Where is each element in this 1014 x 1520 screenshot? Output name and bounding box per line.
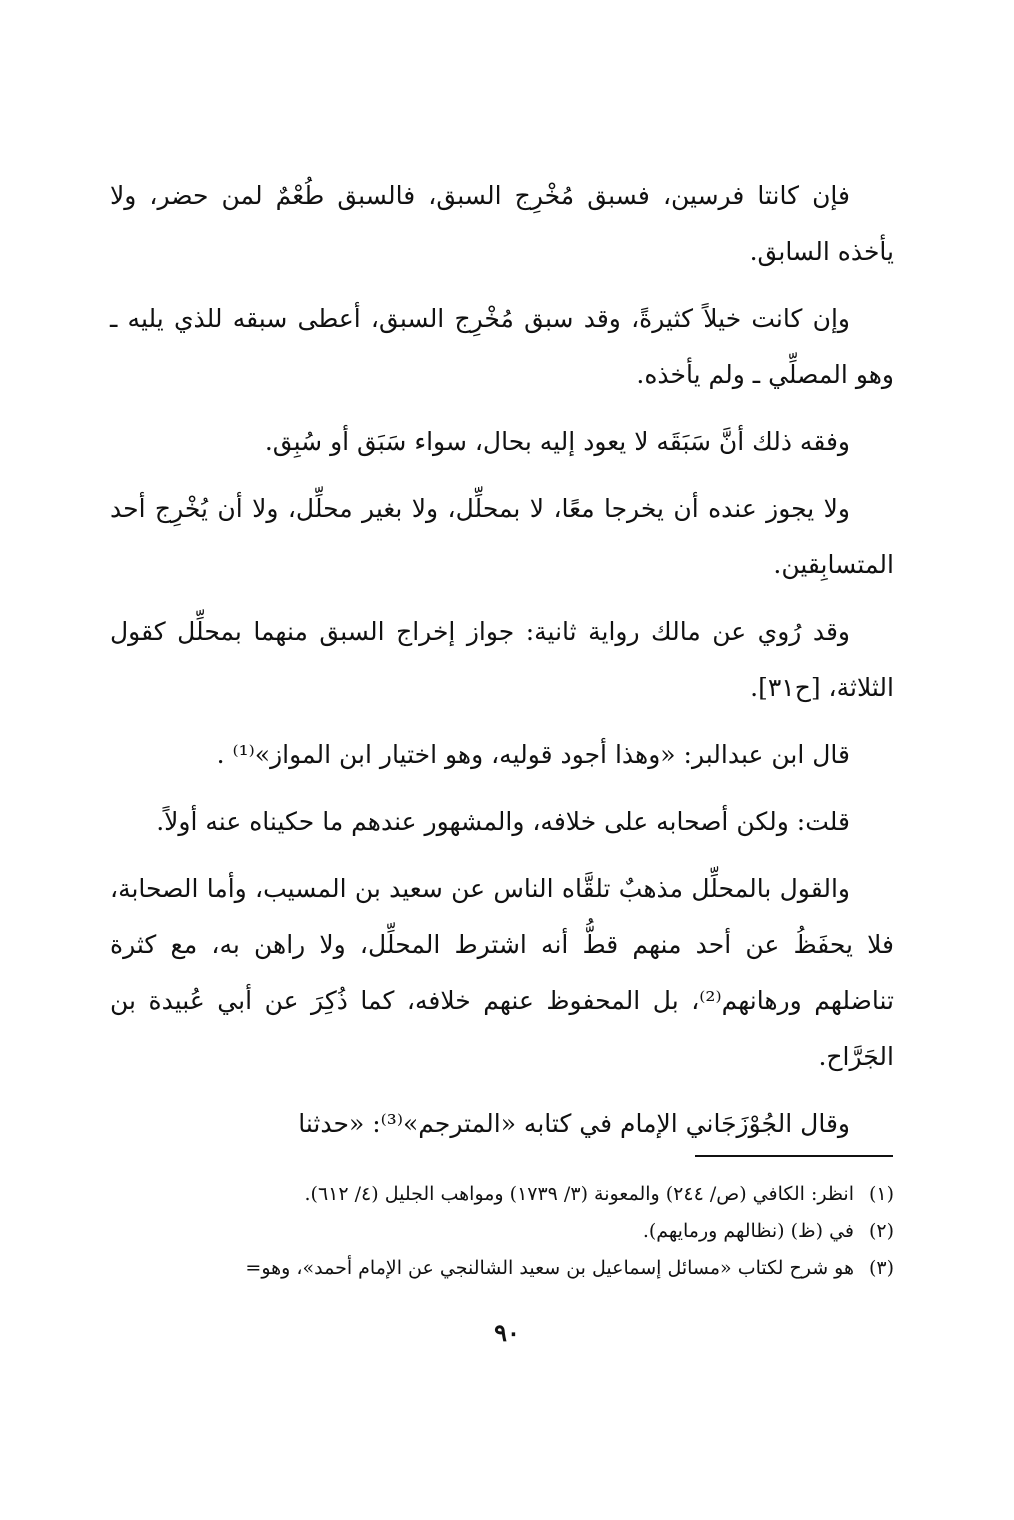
footnote-2 xyxy=(110,1213,894,1250)
footnote-number: (٢) xyxy=(868,1220,894,1242)
footnote-3 xyxy=(110,1250,894,1287)
paragraph-7: قلت: ولكن أصحابه على خلافه، والمشهور عندهم ما حكيناه عنه أولاً. xyxy=(156,807,850,836)
page-number: ٩٠ xyxy=(494,1318,520,1347)
paragraph-4: ولا يجوز عنده أن يخرجا معًا، لا بمحلِّل، ولا بغير محلِّل، ولا أن يُخْرِج أحد المتسابِقين. xyxy=(110,494,894,579)
paragraph-5: وقد رُوي عن مالك رواية ثانية: جواز إخراج السبق منهما بمحلِّل كقول الثلاثة، [ح٣١]. xyxy=(110,617,894,702)
footnote-text: في (ظ) (نظالهم ورمايهم). xyxy=(642,1220,854,1242)
footnote-text: انظر: الكافي (ص/ ٢٤٤) والمعونة (٣/ ١٧٣٩) ومواهب الجليل (٤/ ٦١٢). xyxy=(304,1183,854,1205)
main-text xyxy=(110,168,894,1152)
paragraph-6: قال ابن عبدالبر: «وهذا أجود قوليه، وهو اختيار ابن المواز»⁽¹⁾ . xyxy=(216,740,850,769)
paragraph-3: وفقه ذلك أنَّ سَبَقَه لا يعود إليه بحال، سواء سَبَق أو سُبِق. xyxy=(264,427,850,456)
paragraph-1: فإن كانتا فرسين، فسبق مُخْرِج السبق، فالسبق طُعْمٌ لمن حضر، ولا يأخذه السابق. xyxy=(110,181,894,266)
paragraph-2: وإن كانت خيلاً كثيرةً، وقد سبق مُخْرِج السبق، أعطى سبقه للذي يليه ـ وهو المصلِّي ـ ولم يأخذه. xyxy=(110,304,894,389)
footnote-number: (٣) xyxy=(868,1257,894,1279)
paragraph-8: والقول بالمحلِّل مذهبٌ تلقَّاه الناس عن سعيد بن المسيب، وأما الصحابة، فلا يحفَظُ عن أحد منهم قطُّ أنه اشترط المحلِّل، ولا راهن به، مع كثرة تناضلهم ورهانهم⁽²⁾، بل المحفوظ عنهم خلافه، كما ذُكِرَ عن أبي عُبيدة بن الجَرَّاح. xyxy=(110,874,894,1071)
footnote-text: هو شرح لكتاب «مسائل إسماعيل بن سعيد الشالنجي عن الإمام أحمد»، وهو= xyxy=(245,1257,854,1279)
footnote-number: (١) xyxy=(868,1183,894,1205)
paragraph-9: وقال الجُوْزَجَاني الإمام في كتابه «المترجم»⁽³⁾: «حدثنا xyxy=(298,1109,850,1138)
footnotes xyxy=(110,1176,894,1287)
footnote-separator xyxy=(695,1155,893,1157)
footnote-1 xyxy=(110,1176,894,1213)
